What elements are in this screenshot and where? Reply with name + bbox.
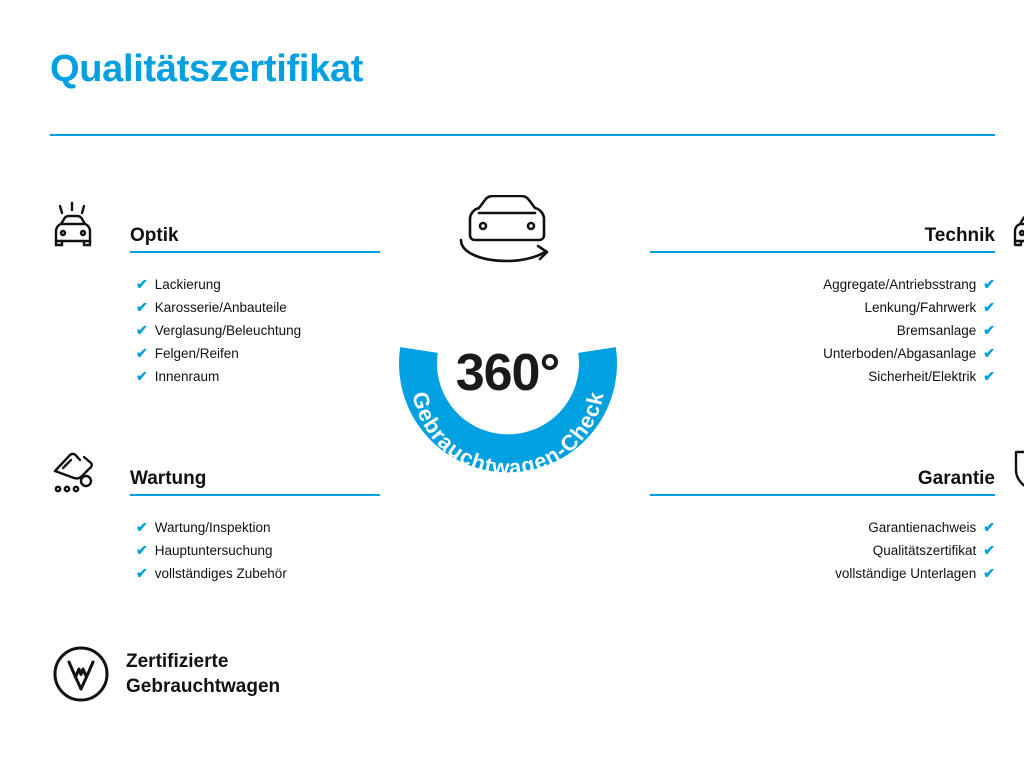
check-icon: ✔ [136,519,148,535]
item-label: vollständige Unterlagen [835,566,977,581]
car-front-shine-icon [50,201,114,257]
item-label: Karosserie/Anbauteile [154,300,287,315]
section-wartung [50,448,380,585]
item-label: Bremsanlage [896,323,977,338]
check-icon: ✔ [983,345,995,361]
footer-line-1: Zertifizierte [126,651,229,672]
list-item [630,516,995,539]
item-label: Verglasung/Beleuchtung [154,323,302,338]
check-icon: ✔ [983,542,995,558]
list-item [630,296,995,319]
list-item [50,539,380,562]
section-header [50,205,380,261]
list-item [630,342,995,365]
item-label: Aggregate/Antriebsstrang [823,277,977,292]
check-icon: ✔ [136,345,148,361]
list-item [630,273,995,296]
check-icon: ✔ [136,368,148,384]
item-label: Garantienachweis [868,520,977,535]
list-item [50,319,380,342]
check-icon: ✔ [136,276,148,292]
right-column [630,205,995,585]
title-divider [50,134,995,136]
check-icon: ✔ [983,368,995,384]
section-garantie [630,448,995,585]
section-title: Technik [924,225,995,246]
check-icon: ✔ [136,565,148,581]
item-label: Felgen/Reifen [154,346,239,361]
item-label: Lenkung/Fahrwerk [864,300,977,315]
item-label: Innenraum [154,369,220,384]
section-technik [630,205,995,388]
left-column [50,205,380,585]
item-label: vollständiges Zubehör [154,566,287,581]
shield-check-icon [991,444,1024,500]
section-title: Wartung [130,468,207,489]
list-item [630,365,995,388]
list-item [50,562,380,585]
list-item [50,342,380,365]
check-icon: ✔ [983,299,995,315]
check-icon: ✔ [983,276,995,292]
list-item [50,296,380,319]
section-header [630,205,995,261]
item-label: Wartung/Inspektion [154,520,271,535]
item-label: Lackierung [154,277,221,292]
check-icon: ✔ [983,565,995,581]
list-item [50,365,380,388]
item-label: Unterboden/Abgasanlage [823,346,977,361]
check-icon: ✔ [136,322,148,338]
section-optik [50,205,380,388]
footer-line-2: Gebrauchtwagen [126,676,281,697]
car-checklist-icon [991,201,1024,257]
check-icon: ✔ [983,519,995,535]
section-header [630,448,995,504]
vw-logo-icon [52,645,110,703]
check-icon: ✔ [136,542,148,558]
item-label: Sicherheit/Elektrik [868,369,977,384]
ring-graphic [375,250,640,500]
item-label: Qualitätszertifikat [872,543,977,558]
degree-label: 360° [455,343,560,402]
footer-branding [52,645,280,703]
item-label: Hauptuntersuchung [154,543,273,558]
page-title: Qualitätszertifikat [50,48,364,90]
footer-text [126,649,280,699]
list-item [630,319,995,342]
svg-text:Gebrauchtwagen-Check: Gebrauchtwagen-Check [407,389,609,481]
center-badge [375,195,650,495]
section-item-list [630,273,995,388]
section-title: Optik [130,225,179,246]
section-divider [650,251,995,253]
check-icon: ✔ [136,299,148,315]
list-item [630,539,995,562]
section-item-list [50,516,380,585]
section-divider [130,494,380,496]
section-title: Garantie [917,468,995,489]
section-header [50,448,380,504]
section-divider [650,494,995,496]
car-lift-icon [50,444,114,500]
section-item-list [50,273,380,388]
section-item-list [630,516,995,585]
list-item [50,273,380,296]
list-item [50,516,380,539]
check-icon: ✔ [983,322,995,338]
list-item [630,562,995,585]
section-divider [130,251,380,253]
